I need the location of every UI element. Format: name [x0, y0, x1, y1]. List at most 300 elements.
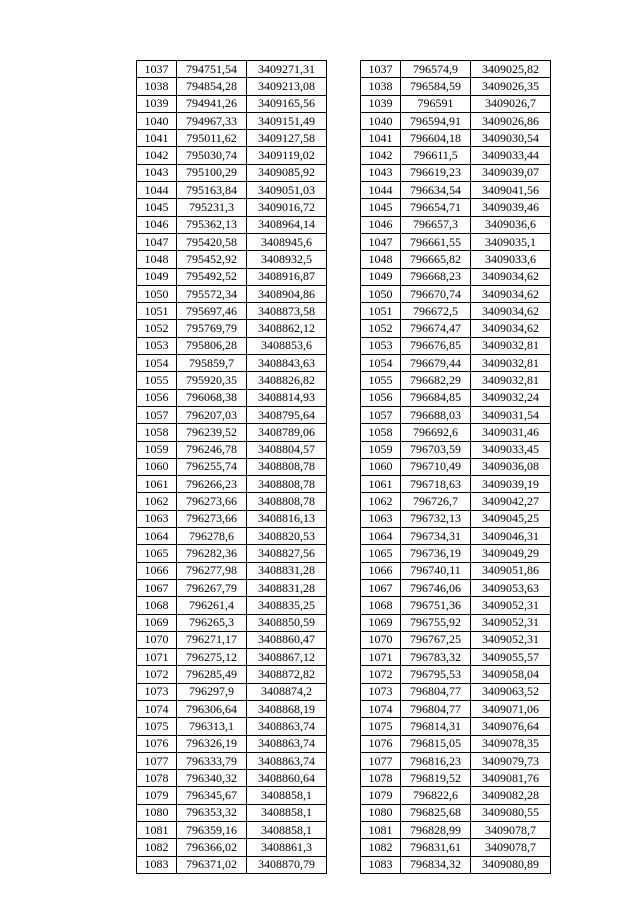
table-row: [361, 787, 551, 804]
point-number-cell: 1054: [137, 355, 177, 372]
table-row: [137, 164, 327, 181]
y-coordinate-cell: 3408932,5: [247, 251, 327, 268]
point-number-cell: 1079: [137, 787, 177, 804]
y-coordinate-cell: 3409063,52: [471, 683, 551, 700]
y-coordinate-cell: 3408826,82: [247, 372, 327, 389]
table-row: [361, 735, 551, 752]
y-coordinate-cell: 3408814,93: [247, 389, 327, 406]
table-row: [137, 233, 327, 250]
x-coordinate-cell: 795452,92: [177, 251, 247, 268]
point-number-cell: 1082: [137, 839, 177, 856]
x-coordinate-cell: 796804,77: [401, 683, 471, 700]
point-number-cell: 1061: [137, 476, 177, 493]
point-number-cell: 1067: [361, 579, 401, 596]
y-coordinate-cell: 3408858,1: [247, 822, 327, 839]
point-number-cell: 1049: [137, 268, 177, 285]
x-coordinate-cell: 796594,91: [401, 112, 471, 129]
point-number-cell: 1040: [361, 112, 401, 129]
table-row: [137, 182, 327, 199]
table-row: [361, 233, 551, 250]
table-row: [361, 510, 551, 527]
y-coordinate-cell: 3408835,25: [247, 597, 327, 614]
table-row: [137, 78, 327, 95]
point-number-cell: 1041: [137, 130, 177, 147]
table-row: [361, 147, 551, 164]
table-row: [137, 666, 327, 683]
table-row: [361, 164, 551, 181]
point-number-cell: 1083: [361, 856, 401, 873]
point-number-cell: 1059: [361, 441, 401, 458]
point-number-cell: 1059: [137, 441, 177, 458]
y-coordinate-cell: 3409033,45: [471, 441, 551, 458]
point-number-cell: 1073: [361, 683, 401, 700]
x-coordinate-cell: 795859,7: [177, 355, 247, 372]
table-row: [361, 528, 551, 545]
x-coordinate-cell: 796688,03: [401, 406, 471, 423]
table-row: [361, 839, 551, 856]
x-coordinate-cell: 796267,79: [177, 579, 247, 596]
x-coordinate-cell: 796661,55: [401, 233, 471, 250]
point-number-cell: 1069: [361, 614, 401, 631]
x-coordinate-cell: 796726,7: [401, 493, 471, 510]
x-coordinate-cell: 796654,71: [401, 199, 471, 216]
point-number-cell: 1074: [137, 700, 177, 717]
table-row: [137, 770, 327, 787]
x-coordinate-cell: 794967,33: [177, 112, 247, 129]
table-row: [361, 804, 551, 821]
y-coordinate-cell: 3409081,76: [471, 770, 551, 787]
table-row: [137, 700, 327, 717]
point-number-cell: 1045: [137, 199, 177, 216]
x-coordinate-cell: 795100,29: [177, 164, 247, 181]
x-coordinate-cell: 795806,28: [177, 337, 247, 354]
x-coordinate-cell: 796313,1: [177, 718, 247, 735]
y-coordinate-cell: 3408867,12: [247, 649, 327, 666]
point-number-cell: 1068: [137, 597, 177, 614]
x-coordinate-cell: 796682,29: [401, 372, 471, 389]
x-coordinate-cell: 796255,74: [177, 458, 247, 475]
point-number-cell: 1053: [137, 337, 177, 354]
y-coordinate-cell: 3408862,12: [247, 320, 327, 337]
x-coordinate-cell: 795769,79: [177, 320, 247, 337]
y-coordinate-cell: 3409071,06: [471, 700, 551, 717]
x-coordinate-cell: 796828,99: [401, 822, 471, 839]
y-coordinate-cell: 3409051,86: [471, 562, 551, 579]
x-coordinate-cell: 796736,19: [401, 545, 471, 562]
x-coordinate-cell: 796574,9: [401, 61, 471, 78]
x-coordinate-cell: 796068,38: [177, 389, 247, 406]
x-coordinate-cell: 796703,59: [401, 441, 471, 458]
point-number-cell: 1065: [361, 545, 401, 562]
x-coordinate-cell: 796822,6: [401, 787, 471, 804]
y-coordinate-cell: 3409039,07: [471, 164, 551, 181]
x-coordinate-cell: 794854,28: [177, 78, 247, 95]
point-number-cell: 1061: [361, 476, 401, 493]
table-row: [361, 320, 551, 337]
x-coordinate-cell: 796275,12: [177, 649, 247, 666]
table-row: [137, 285, 327, 302]
point-number-cell: 1078: [137, 770, 177, 787]
x-coordinate-cell: 796619,23: [401, 164, 471, 181]
point-number-cell: 1046: [137, 216, 177, 233]
y-coordinate-cell: 3409032,81: [471, 355, 551, 372]
y-coordinate-cell: 3408858,1: [247, 787, 327, 804]
coordinates-table-right: [360, 60, 551, 874]
y-coordinate-cell: 3409079,73: [471, 752, 551, 769]
x-coordinate-cell: 796278,6: [177, 528, 247, 545]
point-number-cell: 1057: [137, 406, 177, 423]
y-coordinate-cell: 3409025,82: [471, 61, 551, 78]
x-coordinate-cell: 796634,54: [401, 182, 471, 199]
point-number-cell: 1056: [137, 389, 177, 406]
y-coordinate-cell: 3409032,81: [471, 372, 551, 389]
x-coordinate-cell: 796273,66: [177, 493, 247, 510]
x-coordinate-cell: 796740,11: [401, 562, 471, 579]
point-number-cell: 1064: [361, 528, 401, 545]
point-number-cell: 1051: [137, 303, 177, 320]
y-coordinate-cell: 3409035,1: [471, 233, 551, 250]
table-row: [137, 406, 327, 423]
table-row: [361, 597, 551, 614]
x-coordinate-cell: 796277,98: [177, 562, 247, 579]
y-coordinate-cell: 3408804,57: [247, 441, 327, 458]
x-coordinate-cell: 796239,52: [177, 424, 247, 441]
y-coordinate-cell: 3409080,55: [471, 804, 551, 821]
y-coordinate-cell: 3408872,82: [247, 666, 327, 683]
x-coordinate-cell: 796273,66: [177, 510, 247, 527]
table-row: [137, 389, 327, 406]
table-row: [361, 476, 551, 493]
point-number-cell: 1054: [361, 355, 401, 372]
table-row: [137, 216, 327, 233]
point-number-cell: 1081: [137, 822, 177, 839]
x-coordinate-cell: 795011,62: [177, 130, 247, 147]
y-coordinate-cell: 3409026,86: [471, 112, 551, 129]
point-number-cell: 1083: [137, 856, 177, 873]
x-coordinate-cell: 795231,3: [177, 199, 247, 216]
point-number-cell: 1076: [137, 735, 177, 752]
table-row: [361, 199, 551, 216]
table-row: [137, 752, 327, 769]
point-number-cell: 1046: [361, 216, 401, 233]
y-coordinate-cell: 3409034,62: [471, 303, 551, 320]
point-number-cell: 1064: [137, 528, 177, 545]
point-number-cell: 1044: [361, 182, 401, 199]
table-row: [361, 649, 551, 666]
table-row: [137, 510, 327, 527]
x-coordinate-cell: 796665,82: [401, 251, 471, 268]
x-coordinate-cell: 795163,84: [177, 182, 247, 199]
table-row: [137, 545, 327, 562]
y-coordinate-cell: 3409051,03: [247, 182, 327, 199]
point-number-cell: 1077: [137, 752, 177, 769]
point-number-cell: 1078: [361, 770, 401, 787]
point-number-cell: 1075: [361, 718, 401, 735]
x-coordinate-cell: 796814,31: [401, 718, 471, 735]
table-row: [361, 285, 551, 302]
table-row: [361, 182, 551, 199]
x-coordinate-cell: 796265,3: [177, 614, 247, 631]
point-number-cell: 1055: [137, 372, 177, 389]
y-coordinate-cell: 3408863,74: [247, 752, 327, 769]
table-row: [361, 493, 551, 510]
x-coordinate-cell: 795697,46: [177, 303, 247, 320]
x-coordinate-cell: 796732,13: [401, 510, 471, 527]
y-coordinate-cell: 3409052,31: [471, 631, 551, 648]
point-number-cell: 1057: [361, 406, 401, 423]
y-coordinate-cell: 3408795,64: [247, 406, 327, 423]
y-coordinate-cell: 3409033,6: [471, 251, 551, 268]
point-number-cell: 1080: [137, 804, 177, 821]
x-coordinate-cell: 796804,77: [401, 700, 471, 717]
table-row: [137, 787, 327, 804]
point-number-cell: 1081: [361, 822, 401, 839]
y-coordinate-cell: 3409213,08: [247, 78, 327, 95]
table-row: [137, 804, 327, 821]
y-coordinate-cell: 3408863,74: [247, 735, 327, 752]
x-coordinate-cell: 796734,31: [401, 528, 471, 545]
table-row: [137, 476, 327, 493]
y-coordinate-cell: 3409053,63: [471, 579, 551, 596]
table-row: [361, 822, 551, 839]
y-coordinate-cell: 3409016,72: [247, 199, 327, 216]
y-coordinate-cell: 3409049,29: [471, 545, 551, 562]
table-row: [361, 666, 551, 683]
point-number-cell: 1042: [137, 147, 177, 164]
point-number-cell: 1050: [361, 285, 401, 302]
y-coordinate-cell: 3408873,58: [247, 303, 327, 320]
y-coordinate-cell: 3408853,6: [247, 337, 327, 354]
x-coordinate-cell: 796266,23: [177, 476, 247, 493]
x-coordinate-cell: 796207,03: [177, 406, 247, 423]
y-coordinate-cell: 3408964,14: [247, 216, 327, 233]
table-row: [361, 78, 551, 95]
y-coordinate-cell: 3408820,53: [247, 528, 327, 545]
x-coordinate-cell: 796326,19: [177, 735, 247, 752]
point-number-cell: 1060: [361, 458, 401, 475]
point-number-cell: 1063: [137, 510, 177, 527]
y-coordinate-cell: 3409026,7: [471, 95, 551, 112]
x-coordinate-cell: 796746,06: [401, 579, 471, 596]
y-coordinate-cell: 3409078,35: [471, 735, 551, 752]
y-coordinate-cell: 3409165,56: [247, 95, 327, 112]
y-coordinate-cell: 3409045,25: [471, 510, 551, 527]
x-coordinate-cell: 795572,34: [177, 285, 247, 302]
point-number-cell: 1039: [361, 95, 401, 112]
point-number-cell: 1043: [361, 164, 401, 181]
x-coordinate-cell: 796674,47: [401, 320, 471, 337]
table-row: [137, 337, 327, 354]
table-row: [137, 718, 327, 735]
y-coordinate-cell: 3409031,46: [471, 424, 551, 441]
point-number-cell: 1065: [137, 545, 177, 562]
y-coordinate-cell: 3409046,31: [471, 528, 551, 545]
y-coordinate-cell: 3409032,24: [471, 389, 551, 406]
point-number-cell: 1044: [137, 182, 177, 199]
table-row: [137, 147, 327, 164]
x-coordinate-cell: 795492,52: [177, 268, 247, 285]
x-coordinate-cell: 796710,49: [401, 458, 471, 475]
table-row: [137, 95, 327, 112]
y-coordinate-cell: 3409034,62: [471, 320, 551, 337]
y-coordinate-cell: 3409041,56: [471, 182, 551, 199]
y-coordinate-cell: 3408874,2: [247, 683, 327, 700]
point-number-cell: 1056: [361, 389, 401, 406]
table-row: [361, 355, 551, 372]
y-coordinate-cell: 3408860,64: [247, 770, 327, 787]
y-coordinate-cell: 3408945,6: [247, 233, 327, 250]
table-row: [137, 562, 327, 579]
point-number-cell: 1043: [137, 164, 177, 181]
point-number-cell: 1039: [137, 95, 177, 112]
point-number-cell: 1040: [137, 112, 177, 129]
point-number-cell: 1055: [361, 372, 401, 389]
table-row: [361, 441, 551, 458]
table-row: [361, 406, 551, 423]
point-number-cell: 1045: [361, 199, 401, 216]
point-number-cell: 1074: [361, 700, 401, 717]
point-number-cell: 1069: [137, 614, 177, 631]
y-coordinate-cell: 3408916,87: [247, 268, 327, 285]
x-coordinate-cell: 795362,13: [177, 216, 247, 233]
point-number-cell: 1062: [137, 493, 177, 510]
point-number-cell: 1066: [137, 562, 177, 579]
x-coordinate-cell: 796684,85: [401, 389, 471, 406]
table-row: [361, 130, 551, 147]
x-coordinate-cell: 796831,61: [401, 839, 471, 856]
x-coordinate-cell: 796679,44: [401, 355, 471, 372]
y-coordinate-cell: 3409033,44: [471, 147, 551, 164]
table-row: [361, 268, 551, 285]
x-coordinate-cell: 796246,78: [177, 441, 247, 458]
point-number-cell: 1058: [361, 424, 401, 441]
y-coordinate-cell: 3409076,64: [471, 718, 551, 735]
y-coordinate-cell: 3408816,13: [247, 510, 327, 527]
y-coordinate-cell: 3409036,6: [471, 216, 551, 233]
table-row: [361, 856, 551, 873]
x-coordinate-cell: 796371,02: [177, 856, 247, 873]
table-row: [361, 389, 551, 406]
table-row: [137, 493, 327, 510]
coordinates-table-left-body: [137, 61, 327, 874]
point-number-cell: 1050: [137, 285, 177, 302]
y-coordinate-cell: 3409034,62: [471, 268, 551, 285]
y-coordinate-cell: 3409042,27: [471, 493, 551, 510]
table-row: [137, 355, 327, 372]
y-coordinate-cell: 3408850,59: [247, 614, 327, 631]
x-coordinate-cell: 795920,35: [177, 372, 247, 389]
y-coordinate-cell: 3409078,7: [471, 822, 551, 839]
x-coordinate-cell: 796668,23: [401, 268, 471, 285]
table-row: [361, 770, 551, 787]
table-row: [361, 372, 551, 389]
table-row: [137, 614, 327, 631]
x-coordinate-cell: 796670,74: [401, 285, 471, 302]
table-row: [361, 458, 551, 475]
x-coordinate-cell: 796657,3: [401, 216, 471, 233]
point-number-cell: 1071: [361, 649, 401, 666]
table-row: [137, 372, 327, 389]
table-row: [137, 856, 327, 873]
x-coordinate-cell: 796767,25: [401, 631, 471, 648]
x-coordinate-cell: 796783,32: [401, 649, 471, 666]
table-row: [137, 112, 327, 129]
x-coordinate-cell: 794941,26: [177, 95, 247, 112]
x-coordinate-cell: 796261,4: [177, 597, 247, 614]
coordinates-table-left: [136, 60, 327, 874]
x-coordinate-cell: 796297,9: [177, 683, 247, 700]
y-coordinate-cell: 3409036,08: [471, 458, 551, 475]
y-coordinate-cell: 3408868,19: [247, 700, 327, 717]
point-number-cell: 1072: [361, 666, 401, 683]
y-coordinate-cell: 3408863,74: [247, 718, 327, 735]
point-number-cell: 1058: [137, 424, 177, 441]
table-row: [361, 424, 551, 441]
x-coordinate-cell: 796718,63: [401, 476, 471, 493]
point-number-cell: 1063: [361, 510, 401, 527]
point-number-cell: 1068: [361, 597, 401, 614]
table-row: [137, 320, 327, 337]
point-number-cell: 1041: [361, 130, 401, 147]
y-coordinate-cell: 3408904,86: [247, 285, 327, 302]
y-coordinate-cell: 3408843,63: [247, 355, 327, 372]
point-number-cell: 1071: [137, 649, 177, 666]
y-coordinate-cell: 3409127,58: [247, 130, 327, 147]
point-number-cell: 1047: [137, 233, 177, 250]
table-row: [361, 700, 551, 717]
x-coordinate-cell: 796672,5: [401, 303, 471, 320]
table-row: [137, 683, 327, 700]
y-coordinate-cell: 3409119,02: [247, 147, 327, 164]
table-row: [137, 130, 327, 147]
x-coordinate-cell: 796282,36: [177, 545, 247, 562]
x-coordinate-cell: 796825,68: [401, 804, 471, 821]
x-coordinate-cell: 796359,16: [177, 822, 247, 839]
x-coordinate-cell: 796795,53: [401, 666, 471, 683]
x-coordinate-cell: 796285,49: [177, 666, 247, 683]
y-coordinate-cell: 3408870,79: [247, 856, 327, 873]
y-coordinate-cell: 3409080,89: [471, 856, 551, 873]
point-number-cell: 1070: [137, 631, 177, 648]
x-coordinate-cell: 796676,85: [401, 337, 471, 354]
x-coordinate-cell: 794751,54: [177, 61, 247, 78]
table-row: [361, 579, 551, 596]
y-coordinate-cell: 3409271,31: [247, 61, 327, 78]
y-coordinate-cell: 3409052,31: [471, 614, 551, 631]
y-coordinate-cell: 3409052,31: [471, 597, 551, 614]
point-number-cell: 1077: [361, 752, 401, 769]
y-coordinate-cell: 3408858,1: [247, 804, 327, 821]
y-coordinate-cell: 3409030,54: [471, 130, 551, 147]
y-coordinate-cell: 3408860,47: [247, 631, 327, 648]
point-number-cell: 1052: [137, 320, 177, 337]
table-row: [361, 251, 551, 268]
x-coordinate-cell: 796591: [401, 95, 471, 112]
x-coordinate-cell: 796333,79: [177, 752, 247, 769]
point-number-cell: 1048: [361, 251, 401, 268]
table-row: [137, 458, 327, 475]
point-number-cell: 1037: [361, 61, 401, 78]
y-coordinate-cell: 3408861,3: [247, 839, 327, 856]
x-coordinate-cell: 796816,23: [401, 752, 471, 769]
x-coordinate-cell: 795420,58: [177, 233, 247, 250]
x-coordinate-cell: 796815,05: [401, 735, 471, 752]
y-coordinate-cell: 3409055,57: [471, 649, 551, 666]
table-row: [137, 441, 327, 458]
x-coordinate-cell: 796755,92: [401, 614, 471, 631]
y-coordinate-cell: 3409058,04: [471, 666, 551, 683]
x-coordinate-cell: 796751,36: [401, 597, 471, 614]
